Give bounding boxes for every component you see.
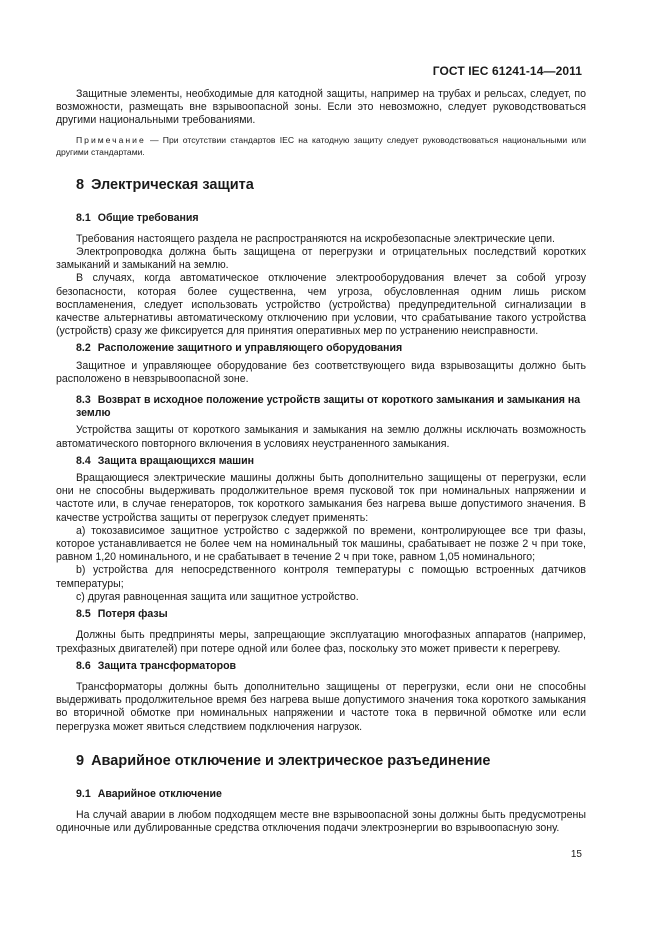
subsection-number: 8.5 bbox=[76, 608, 91, 621]
subsection-9-1-heading bbox=[56, 788, 586, 801]
subsection-number: 8.2 bbox=[76, 342, 91, 355]
paragraph: Должны быть предприняты меры, запрещающие эксплуатацию многофазных аппаратов (например, трехфазных двигателей) при потере одной или более фаз, поскольку это может привести к перегреву. bbox=[56, 629, 586, 655]
paragraph: В случаях, когда автоматическое отключение электрооборудования влечет за собой угрозу безопасности, которая более существенна, чем угроза, обусловленная одним лишь риском воспламенения, следует использовать устройство (устройства) предупредительной сигнализации в качестве альтернативы автоматическому отключению при условии, что срабатывание такого устройства (устройств) сразу же фиксируется для принятия оперативных мер по устранению неисправности. bbox=[56, 272, 586, 338]
subsection-title: Расположение защитного и управляющего оборудования bbox=[97, 342, 403, 355]
paragraph: Требования настоящего раздела не распространяются на искробезопасные электрические цепи. bbox=[76, 232, 555, 245]
list-item: b) устройства для непосредственного контроля температуры с помощью встроенных датчиков температуры; bbox=[56, 564, 586, 590]
subsection-number: 9.1 bbox=[76, 787, 91, 800]
paragraph: На случай аварии в любом подходящем месте вне взрывоопасной зоны должны быть предусмотрены одиночные или дублированные средства отключения подачи электроэнергии во взрывоопасную зону. bbox=[56, 808, 586, 835]
page-number: 15 bbox=[570, 849, 582, 860]
subsection-number: 8.3 bbox=[76, 394, 91, 407]
subsection-8-5-heading bbox=[56, 608, 586, 621]
subsection-title: Защита трансформаторов bbox=[97, 659, 237, 672]
subsection-number: 8.6 bbox=[76, 659, 91, 672]
note-text: — При отсутствии стандартов IEC на катодную защиту следует руководствоваться национальными или другими стандартами. bbox=[56, 134, 586, 157]
list-item: а) токозависимое защитное устройство с задержкой по времени, контролирующее все три фазы, которое устанавливается не более чем на номинальный ток машины, срабатывает не позже 2 ч при токе, равном 1,20 номинального, и не срабатывает в течение 2 ч при токе, равном 1,05 номинального; bbox=[56, 524, 586, 564]
paragraph: Вращающиеся электрические машины должны быть дополнительно защищены от перегрузки, если они не способны выдерживать продолжительное время пусковой ток при номинальных напряжении и частоте или, в случае генераторов, ток короткого замыкания без нагрева выше допустимого значения. В качестве устройства защиты от перегрузок следует применять: bbox=[56, 472, 586, 524]
intro-paragraph: Защитные элементы, необходимые для катодной защиты, например на трубах и рельсах, следует, по возможности, размещать вне взрывоопасной зоны. Если это невозможно, следует руководствоваться другими национальными требованиями. bbox=[56, 88, 586, 127]
subsection-8-2-heading bbox=[56, 342, 586, 355]
section-title: Электрическая защита bbox=[91, 176, 254, 193]
section-number: 8 bbox=[76, 176, 85, 193]
section-title: Аварийное отключение и электрическое разъединение bbox=[91, 752, 491, 769]
subsection-8-4-heading bbox=[56, 455, 586, 468]
document-header: ГОСТ IEC 61241-14—2011 bbox=[432, 64, 582, 78]
paragraph: Защитное и управляющее оборудование без соответствующего вида взрывозащиты должно быть расположено в невзрывоопасной зоне. bbox=[56, 359, 586, 385]
subsection-title: Общие требования bbox=[97, 211, 199, 224]
paragraph: Электропроводка должна быть защищена от перегрузки и отрицательных последствий коротких замыканий и замыканий на землю. bbox=[56, 246, 586, 272]
subsection-8-1-heading bbox=[56, 212, 586, 225]
subsection-number: 8.1 bbox=[76, 211, 91, 224]
subsection-title: Возврат в исходное положение устройств защиты от короткого замыкания и замыкания на землю bbox=[76, 394, 581, 420]
paragraph: Трансформаторы должны быть дополнительно защищены от перегрузки, если они не способны выдерживать продолжительное время без нагрева выше допустимого значения тока короткого замыкания во вторичной обмотке при номинальных напряжении и частоте тока в первичной обмотке или если перегрузка может явиться следствием подключения нагрузок. bbox=[56, 680, 586, 733]
note bbox=[56, 134, 586, 158]
document-body bbox=[56, 88, 586, 835]
section-number: 9 bbox=[76, 752, 85, 769]
subsection-8-6-heading bbox=[56, 660, 586, 673]
note-label: Примечание bbox=[76, 134, 146, 145]
list-item: c) другая равноценная защита или защитное устройство. bbox=[76, 590, 359, 603]
subsection-8-3-heading bbox=[56, 394, 586, 420]
paragraph: Устройства защиты от короткого замыкания и замыкания на землю должны исключать возможность автоматического повторного включения в условиях неустраненного замыкания. bbox=[56, 424, 586, 450]
subsection-title: Потеря фазы bbox=[97, 608, 168, 621]
subsection-title: Аварийное отключение bbox=[97, 787, 222, 800]
section-9-heading bbox=[56, 752, 586, 770]
subsection-title: Защита вращающихся машин bbox=[97, 454, 255, 467]
section-8-heading bbox=[56, 176, 586, 194]
subsection-number: 8.4 bbox=[76, 454, 91, 467]
